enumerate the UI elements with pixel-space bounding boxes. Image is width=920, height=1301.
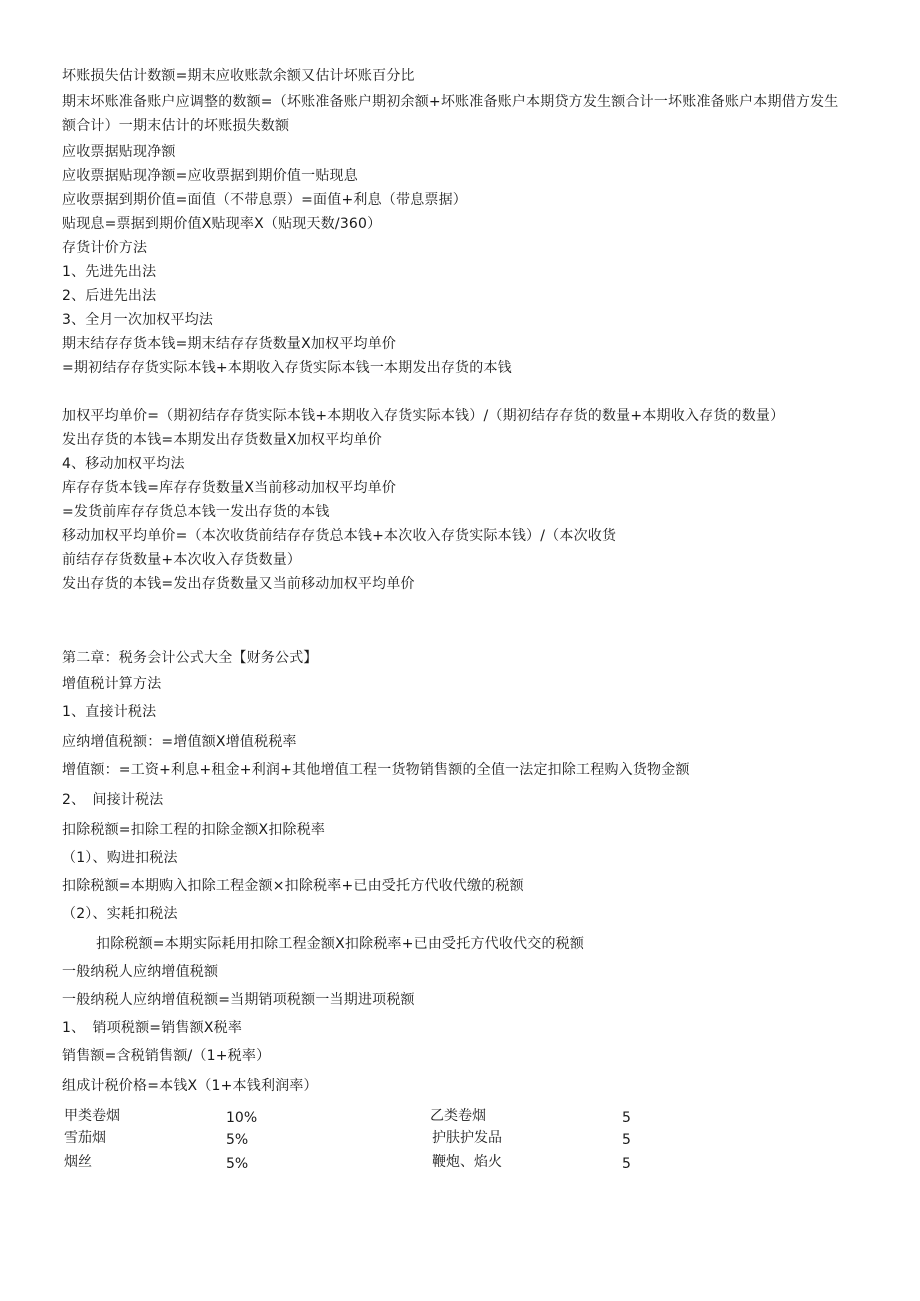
- text-line: 2、后进先出法: [62, 288, 157, 304]
- rate-table-item: 雪茄烟: [64, 1130, 106, 1146]
- text-line: 贴现息=票据到期价值X贴现率X（贴现天数/360）: [62, 216, 382, 232]
- text-line: 移动加权平均单价=（本次收货前结存存货总本钱+本次收入存货实际本钱）/（本次收货: [62, 528, 617, 544]
- chapter-title: 第二章：税务会计公式大全【财务公式】: [62, 650, 318, 666]
- text-line: 增值额：=工资+利息+租金+利润+其他增值工程一货物销售额的全值一法定扣除工程购入货物金额: [62, 762, 690, 778]
- text-line: 应收票据贴现净额: [62, 144, 176, 160]
- rate-table-rate: 5: [622, 1110, 631, 1126]
- text-line: 期末结存存货本钱=期末结存存货数量X加权平均单价: [62, 336, 397, 352]
- rate-table-rate: 5: [622, 1156, 631, 1172]
- text-line: 应纳增值税额：=增值额X增值税税率: [62, 734, 297, 750]
- text-line: 加权平均单价=（期初结存存货实际本钱+本期收入存货实际本钱）/（期初结存存货的数量+本期收入存货的数量）: [62, 408, 785, 424]
- text-line: 期末坏账准备账户应调整的数额=（坏账准备账户期初余额+坏账准备账户本期贷方发生额合计一坏账准备账户本期借方发生额合计）一期末估计的坏账损失数额: [62, 94, 839, 134]
- text-line: 坏账损失估计数额=期末应收账款余额又估计坏账百分比: [62, 68, 415, 84]
- text-line: 销售额=含税销售额/（1+税率）: [62, 1048, 271, 1064]
- text-line: 1、直接计税法: [62, 704, 157, 720]
- text-line: 2、 间接计税法: [62, 792, 164, 808]
- text-line: 发出存货的本钱=本期发出存货数量X加权平均单价: [62, 432, 382, 448]
- text-line: 存货计价方法: [62, 240, 148, 256]
- text-line: 4、移动加权平均法: [62, 456, 185, 472]
- rate-table-item: 护肤护发品: [432, 1130, 502, 1146]
- rate-table-item: 烟丝: [64, 1154, 92, 1170]
- text-line: =发货前库存存货总本钱一发出存货的本钱: [62, 504, 330, 520]
- text-line: 增值税计算方法: [62, 676, 162, 692]
- text-line: 发出存货的本钱=发出存货数量又当前移动加权平均单价: [62, 576, 415, 592]
- text-line: 1、 销项税额=销售额X税率: [62, 1020, 243, 1036]
- rate-table-rate: 10%: [226, 1110, 258, 1126]
- rate-table-item: 鞭炮、焰火: [432, 1154, 502, 1170]
- rate-table-item: 甲类卷烟: [64, 1108, 120, 1124]
- text-line: 前结存存货数量+本次收入存货数量）: [62, 552, 302, 568]
- text-line: 一般纳税人应纳增值税额: [62, 964, 219, 980]
- text-line: （1）、购进扣税法: [62, 850, 178, 866]
- text-line: （2）、实耗扣税法: [62, 906, 178, 922]
- rate-table-rate: 5: [622, 1132, 631, 1148]
- rate-table-rate: 5%: [226, 1156, 249, 1172]
- text-line: 3、全月一次加权平均法: [62, 312, 214, 328]
- text-line: 扣除税额=本期实际耗用扣除工程金额X扣除税率+已由受托方代收代交的税额: [96, 936, 585, 952]
- text-line: 应收票据贴现净额=应收票据到期价值一贴现息: [62, 168, 358, 184]
- rate-table-rate: 5%: [226, 1132, 249, 1148]
- text-line: 应收票据到期价值=面值（不带息票）=面值+利息（带息票据）: [62, 192, 467, 208]
- text-line: 扣除税额=本期购入扣除工程金额×扣除税率+已由受托方代收代缴的税额: [62, 878, 524, 894]
- text-line: 1、先进先出法: [62, 264, 157, 280]
- text-line: 库存存货本钱=库存存货数量X当前移动加权平均单价: [62, 480, 397, 496]
- rate-table-item: 乙类卷烟: [430, 1108, 486, 1124]
- text-line: 一般纳税人应纳增值税额=当期销项税额一当期进项税额: [62, 992, 415, 1008]
- text-line: =期初结存存货实际本钱+本期收入存货实际本钱一本期发出存货的本钱: [62, 360, 512, 376]
- text-line: 扣除税额=扣除工程的扣除金额X扣除税率: [62, 822, 326, 838]
- text-line: 组成计税价格=本钱X（1+本钱利润率）: [62, 1078, 318, 1094]
